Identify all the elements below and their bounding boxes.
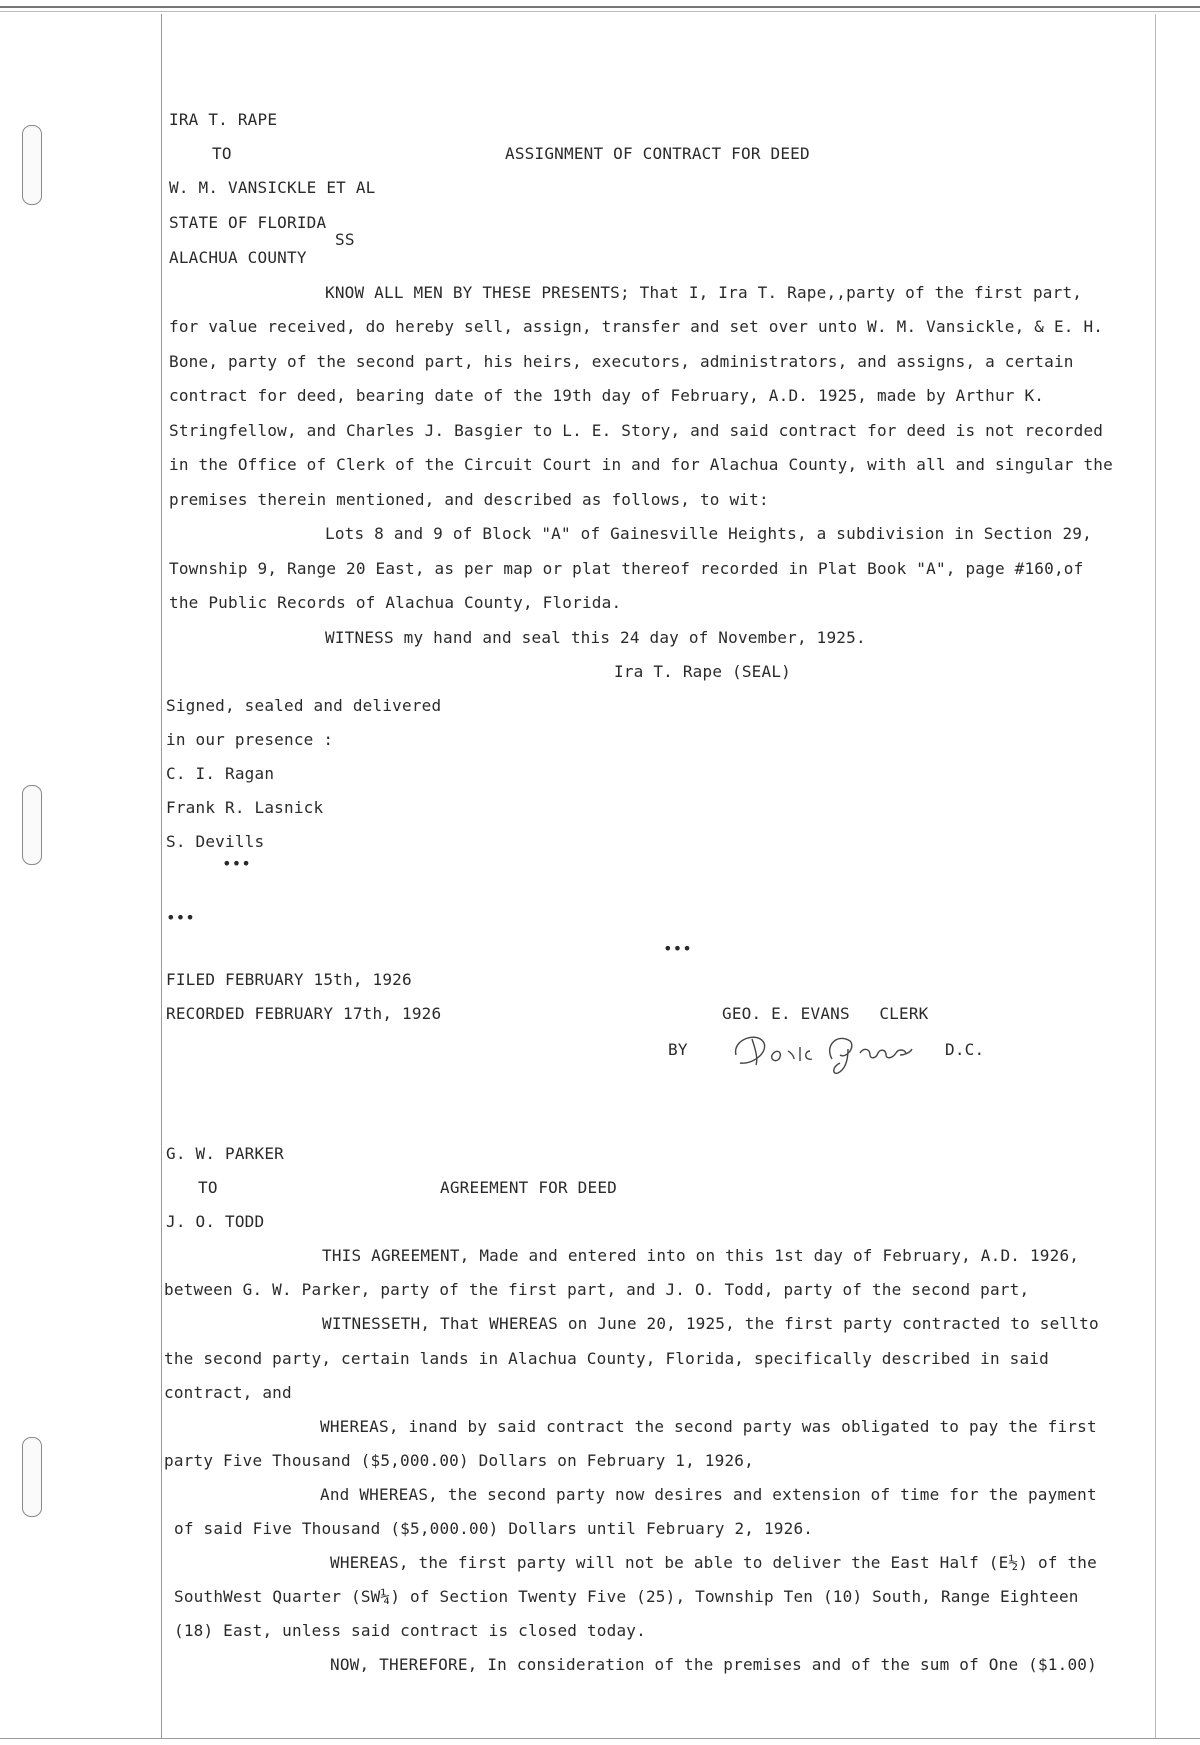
doc2-body-line: contract, and <box>164 1383 292 1402</box>
doc1-clerk: GEO. E. EVANS CLERK <box>722 1004 929 1023</box>
doc1-witness-intro: Signed, sealed and delivered <box>166 696 442 715</box>
right-margin-line <box>1155 14 1156 1739</box>
top-rule <box>0 6 1200 8</box>
doc2-title: AGREEMENT FOR DEED <box>440 1178 617 1197</box>
doc1-dc: D.C. <box>945 1040 985 1059</box>
doc2-to: TO <box>198 1178 218 1197</box>
doc1-to: TO <box>212 144 232 163</box>
doc1-signer: Ira T. Rape (SEAL) <box>614 662 791 681</box>
doc2-body-line: SouthWest Quarter (SW¼) of Section Twenty Five (25), Township Ten (10) South, Range Eighteen <box>174 1587 1079 1606</box>
handwritten-signature <box>728 1025 978 1075</box>
doc2-body-line: THIS AGREEMENT, Made and entered into on this 1st day of February, A.D. 1926, <box>322 1246 1080 1265</box>
elision-dots: ••• <box>222 854 251 873</box>
doc1-body-line: in the Office of Clerk of the Circuit Court in and for Alachua County, with all and singular the <box>169 455 1113 474</box>
left-margin-line <box>161 14 162 1739</box>
doc1-witness-intro: in our presence : <box>166 730 334 749</box>
doc1-body-line: premises therein mentioned, and described as follows, to wit: <box>169 490 769 509</box>
doc2-body-line: NOW, THEREFORE, In consideration of the premises and of the sum of One ($1.00) <box>330 1655 1097 1674</box>
bottom-rule <box>0 1738 1200 1739</box>
doc2-grantee: J. O. TODD <box>166 1212 265 1231</box>
doc1-body-line: Lots 8 and 9 of Block "A" of Gainesville Heights, a subdivision in Section 29, <box>325 524 1092 543</box>
doc1-body-line: for value received, do hereby sell, assign, transfer and set over unto W. M. Vansickle, & E. H. <box>169 317 1104 336</box>
doc2-body-line: party Five Thousand ($5,000.00) Dollars on February 1, 1926, <box>164 1451 754 1470</box>
doc1-body-line: Stringfellow, and Charles J. Basgier to L. E. Story, and said contract for deed is not recorded <box>169 421 1104 440</box>
doc1-body-line: KNOW ALL MEN BY THESE PRESENTS; That I, Ira T. Rape,,party of the first part, <box>325 283 1083 302</box>
doc1-witness: S. Devills <box>166 832 265 851</box>
doc1-ss: SS <box>335 230 355 249</box>
doc1-grantor: IRA T. RAPE <box>169 110 278 129</box>
doc2-body-line: the second party, certain lands in Alachua County, Florida, specifically described in said <box>164 1349 1049 1368</box>
doc2-body-line: WITNESSETH, That WHEREAS on June 20, 1925, the first party contracted to sellto <box>322 1314 1099 1333</box>
doc1-body-line: Township 9, Range 20 East, as per map or plat thereof recorded in Plat Book "A", page #160,of <box>169 559 1084 578</box>
doc1-body-line: contract for deed, bearing date of the 19th day of February, A.D. 1925, made by Arthur K. <box>169 386 1045 405</box>
doc2-grantor: G. W. PARKER <box>166 1144 284 1163</box>
doc2-body-line: of said Five Thousand ($5,000.00) Dollars until February 2, 1926. <box>174 1519 814 1538</box>
doc1-filed: FILED FEBRUARY 15th, 1926 <box>166 970 412 989</box>
doc1-body-line: Bone, party of the second part, his heirs, executors, administrators, and assigns, a certain <box>169 352 1074 371</box>
doc2-body-line: WHEREAS, inand by said contract the second party was obligated to pay the first <box>320 1417 1097 1436</box>
punch-hole-icon <box>22 785 42 865</box>
punch-hole-icon <box>22 125 42 205</box>
doc1-witness: C. I. Ragan <box>166 764 275 783</box>
doc1-witness: Frank R. Lasnick <box>166 798 324 817</box>
doc2-body-line: WHEREAS, the first party will not be able to deliver the East Half (E½) of the <box>330 1553 1097 1572</box>
doc1-recorded: RECORDED FEBRUARY 17th, 1926 <box>166 1004 442 1023</box>
doc2-body-line: And WHEREAS, the second party now desires and extension of time for the payment <box>320 1485 1097 1504</box>
elision-dots: ••• <box>166 908 195 927</box>
doc1-by: BY <box>668 1040 688 1059</box>
doc1-state: STATE OF FLORIDA <box>169 213 327 232</box>
doc1-grantee: W. M. VANSICKLE ET AL <box>169 178 376 197</box>
doc2-body-line: between G. W. Parker, party of the first part, and J. O. Todd, party of the second part, <box>164 1280 1030 1299</box>
doc1-title: ASSIGNMENT OF CONTRACT FOR DEED <box>505 144 810 163</box>
top-rule-thin <box>0 11 1200 12</box>
punch-hole-icon <box>22 1437 42 1517</box>
doc2-body-line: (18) East, unless said contract is closed today. <box>174 1621 646 1640</box>
doc1-body-line: the Public Records of Alachua County, Florida. <box>169 593 622 612</box>
doc1-county: ALACHUA COUNTY <box>169 248 307 267</box>
doc1-body-line: WITNESS my hand and seal this 24 day of November, 1925. <box>325 628 866 647</box>
elision-dots: ••• <box>663 939 692 958</box>
